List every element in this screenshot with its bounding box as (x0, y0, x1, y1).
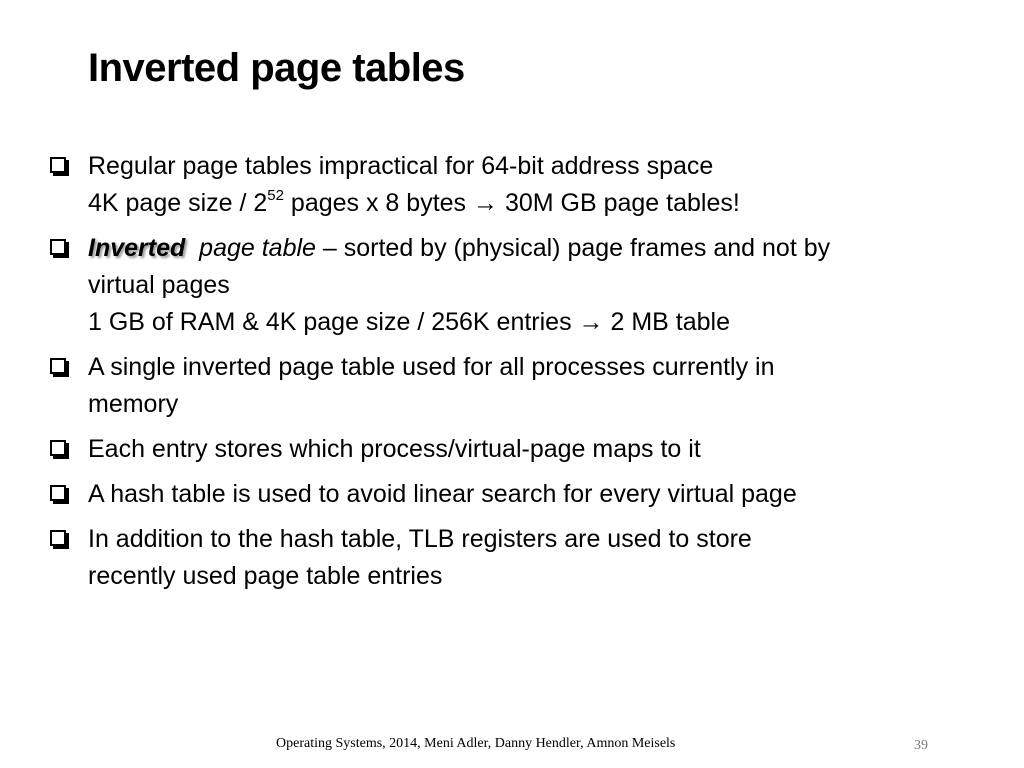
page-table-term: page table (199, 234, 316, 262)
bullet-item (50, 521, 1010, 595)
calc-exponent: 52 (267, 186, 284, 204)
bullet-text: In addition to the hash table, TLB registers are used to store (88, 525, 752, 553)
calc-mid: pages x 8 bytes (283, 189, 473, 217)
slide-title: Inverted page tables (88, 46, 465, 90)
arrow-right-icon: → (473, 189, 498, 217)
checkbox-icon (50, 485, 66, 501)
bullet-item (50, 230, 1010, 341)
calc-suffix: 2 MB table (603, 308, 730, 336)
bullet-text: Each entry stores which process/virtual-page maps to it (88, 435, 701, 463)
bullet-text: Regular page tables impractical for 64-bit address space (88, 152, 714, 180)
bullet-text (88, 230, 1010, 267)
calc-prefix: 1 GB of RAM & 4K page size / 256K entries (88, 308, 579, 336)
checkbox-icon (50, 530, 66, 546)
bullet-item (50, 431, 1010, 468)
page-number: 39 (914, 738, 928, 753)
bullet-text-line2: memory (88, 390, 179, 418)
bullet-list (50, 148, 1010, 603)
checkbox-icon (50, 358, 66, 374)
checkbox-icon (50, 157, 66, 173)
inverted-term: Inverted (88, 234, 186, 262)
bullet-rest: – sorted by (physical) page frames and not by (315, 234, 831, 262)
checkbox-icon (50, 239, 66, 255)
bullet-item (50, 148, 1010, 222)
checkbox-icon (50, 440, 66, 456)
bullet-text: A hash table is used to avoid linear search for every virtual page (88, 480, 797, 508)
calc-suffix: 30M GB page tables! (498, 189, 740, 217)
bullet-calc (88, 304, 1010, 341)
footer-text: Operating Systems, 2014, Meni Adler, Danny Hendler, Amnon Meisels (276, 736, 676, 751)
bullet-text: A single inverted page table used for all processes currently in (88, 353, 775, 381)
bullet-text-line2: virtual pages (88, 271, 230, 299)
bullet-calc (88, 185, 1010, 222)
bullet-text-line2: recently used page table entries (88, 562, 443, 590)
bullet-item (50, 349, 1010, 423)
calc-prefix: 4K page size / 2 (88, 189, 268, 217)
arrow-right-icon: → (578, 308, 604, 336)
bullet-item (50, 476, 1010, 513)
